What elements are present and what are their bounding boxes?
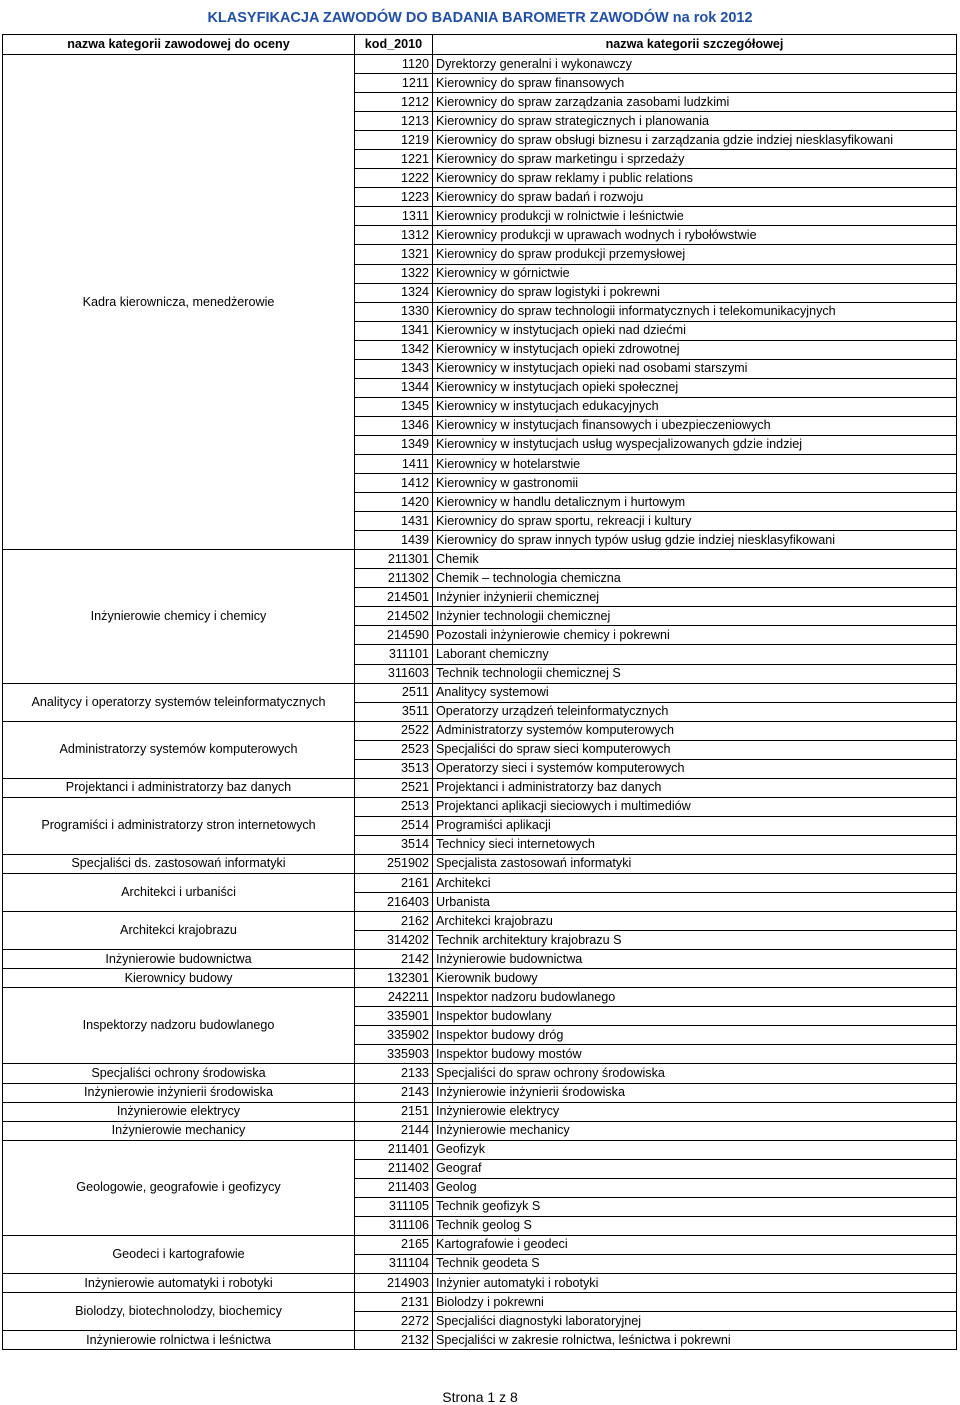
code-cell: 211402 bbox=[355, 1159, 433, 1178]
detail-name-cell: Kierownicy produkcji w rolnictwie i leśnictwie bbox=[433, 207, 957, 226]
code-cell: 1321 bbox=[355, 245, 433, 264]
code-cell: 1439 bbox=[355, 531, 433, 550]
code-cell: 314202 bbox=[355, 931, 433, 950]
detail-name-cell: Inspektor budowlany bbox=[433, 1007, 957, 1026]
code-cell: 1431 bbox=[355, 512, 433, 531]
table-row bbox=[3, 1293, 957, 1312]
detail-name-cell: Kierownicy do spraw sportu, rekreacji i kultury bbox=[433, 512, 957, 531]
detail-name-cell: Geofizyk bbox=[433, 1140, 957, 1159]
detail-name-cell: Inspektor budowy dróg bbox=[433, 1026, 957, 1045]
detail-name-cell: Technik architektury krajobrazu S bbox=[433, 931, 957, 950]
code-cell: 2523 bbox=[355, 740, 433, 759]
classification-table bbox=[2, 34, 957, 1350]
detail-name-cell: Dyrektorzy generalni i wykonawczy bbox=[433, 55, 957, 74]
detail-name-cell: Inspektor budowy mostów bbox=[433, 1045, 957, 1064]
column-header-detail: nazwa kategorii szczegółowej bbox=[433, 35, 957, 55]
detail-name-cell: Kierownicy do spraw technologii informatycznych i telekomunikacyjnych bbox=[433, 302, 957, 321]
code-cell: 1420 bbox=[355, 493, 433, 512]
detail-name-cell: Inżynierowie budownictwa bbox=[433, 950, 957, 969]
code-cell: 1222 bbox=[355, 169, 433, 188]
code-cell: 311105 bbox=[355, 1197, 433, 1216]
table-row bbox=[3, 950, 957, 969]
code-cell: 311106 bbox=[355, 1216, 433, 1235]
category-name-cell: Kadra kierownicza, menedżerowie bbox=[3, 55, 355, 550]
detail-name-cell: Chemik bbox=[433, 550, 957, 569]
table-row bbox=[3, 1064, 957, 1083]
code-cell: 3513 bbox=[355, 759, 433, 778]
code-cell: 1344 bbox=[355, 378, 433, 397]
code-cell: 1211 bbox=[355, 74, 433, 93]
detail-name-cell: Kierownicy do spraw innych typów usług gdzie indziej niesklasyfikowani bbox=[433, 531, 957, 550]
code-cell: 132301 bbox=[355, 969, 433, 988]
detail-name-cell: Architekci bbox=[433, 874, 957, 893]
table-body bbox=[3, 55, 957, 1350]
category-name-cell: Geodeci i kartografowie bbox=[3, 1235, 355, 1273]
detail-name-cell: Laborant chemiczny bbox=[433, 645, 957, 664]
detail-name-cell: Urbanista bbox=[433, 893, 957, 912]
code-cell: 2513 bbox=[355, 797, 433, 816]
code-cell: 311104 bbox=[355, 1254, 433, 1273]
category-name-cell: Analitycy i operatorzy systemów teleinformatycznych bbox=[3, 683, 355, 721]
detail-name-cell: Inżynier inżynierii chemicznej bbox=[433, 588, 957, 607]
detail-name-cell: Inżynierowie elektrycy bbox=[433, 1102, 957, 1121]
code-cell: 311603 bbox=[355, 664, 433, 683]
code-cell: 1349 bbox=[355, 435, 433, 454]
code-cell: 1221 bbox=[355, 150, 433, 169]
detail-name-cell: Kierownicy w instytucjach edukacyjnych bbox=[433, 397, 957, 416]
code-cell: 1212 bbox=[355, 93, 433, 112]
detail-name-cell: Geograf bbox=[433, 1159, 957, 1178]
code-cell: 2132 bbox=[355, 1331, 433, 1350]
detail-name-cell: Chemik – technologia chemiczna bbox=[433, 569, 957, 588]
code-cell: 211401 bbox=[355, 1140, 433, 1159]
code-cell: 1322 bbox=[355, 264, 433, 283]
detail-name-cell: Kierownicy produkcji w uprawach wodnych i rybołówstwie bbox=[433, 226, 957, 245]
code-cell: 211302 bbox=[355, 569, 433, 588]
detail-name-cell: Specjaliści do spraw sieci komputerowych bbox=[433, 740, 957, 759]
category-name-cell: Inżynierowie inżynierii środowiska bbox=[3, 1083, 355, 1102]
code-cell: 1341 bbox=[355, 321, 433, 340]
detail-name-cell: Projektanci aplikacji sieciowych i multimediów bbox=[433, 797, 957, 816]
category-name-cell: Administratorzy systemów komputerowych bbox=[3, 721, 355, 778]
page-number: Strona 1 z 8 bbox=[442, 1389, 518, 1405]
table-row bbox=[3, 1121, 957, 1140]
table-row bbox=[3, 854, 957, 873]
category-name-cell: Inżynierowie budownictwa bbox=[3, 950, 355, 969]
code-cell: 2165 bbox=[355, 1235, 433, 1254]
code-cell: 1312 bbox=[355, 226, 433, 245]
detail-name-cell: Kierownicy w instytucjach opieki nad osobami starszymi bbox=[433, 359, 957, 378]
code-cell: 2151 bbox=[355, 1102, 433, 1121]
table-row bbox=[3, 550, 957, 569]
table-row bbox=[3, 1140, 957, 1159]
code-cell: 3514 bbox=[355, 835, 433, 854]
detail-name-cell: Kierownicy do spraw badań i rozwoju bbox=[433, 188, 957, 207]
table-row bbox=[3, 1274, 957, 1293]
code-cell: 1411 bbox=[355, 454, 433, 473]
detail-name-cell: Kierownik budowy bbox=[433, 969, 957, 988]
table-row bbox=[3, 55, 957, 74]
detail-name-cell: Projektanci i administratorzy baz danych bbox=[433, 778, 957, 797]
detail-name-cell: Operatorzy sieci i systemów komputerowych bbox=[433, 759, 957, 778]
category-name-cell: Biolodzy, biotechnolodzy, biochemicy bbox=[3, 1293, 355, 1331]
detail-name-cell: Kierownicy do spraw logistyki i pokrewni bbox=[433, 283, 957, 302]
category-name-cell: Inspektorzy nadzoru budowlanego bbox=[3, 988, 355, 1064]
code-cell: 214590 bbox=[355, 626, 433, 645]
code-cell: 2143 bbox=[355, 1083, 433, 1102]
code-cell: 1346 bbox=[355, 416, 433, 435]
detail-name-cell: Inżynierowie inżynierii środowiska bbox=[433, 1083, 957, 1102]
table-row bbox=[3, 1102, 957, 1121]
detail-name-cell: Kierownicy do spraw zarządzania zasobami ludzkimi bbox=[433, 93, 957, 112]
table-row bbox=[3, 969, 957, 988]
code-cell: 1223 bbox=[355, 188, 433, 207]
code-cell: 3511 bbox=[355, 702, 433, 721]
code-cell: 335903 bbox=[355, 1045, 433, 1064]
detail-name-cell: Kartografowie i geodeci bbox=[433, 1235, 957, 1254]
page-title: KLASYFIKACJA ZAWODÓW DO BADANIA BAROMETR ZAWODÓW na rok 2012 bbox=[207, 10, 753, 26]
detail-name-cell: Kierownicy w instytucjach finansowych i ubezpieczeniowych bbox=[433, 416, 957, 435]
category-name-cell: Inżynierowie automatyki i robotyki bbox=[3, 1274, 355, 1293]
detail-name-cell: Programiści aplikacji bbox=[433, 816, 957, 835]
column-header-code: kod_2010 bbox=[355, 35, 433, 55]
detail-name-cell: Kierownicy w instytucjach opieki zdrowotnej bbox=[433, 340, 957, 359]
category-name-cell: Architekci krajobrazu bbox=[3, 912, 355, 950]
category-name-cell: Specjaliści ds. zastosowań informatyki bbox=[3, 854, 355, 873]
code-cell: 2162 bbox=[355, 912, 433, 931]
category-name-cell: Geologowie, geografowie i geofizycy bbox=[3, 1140, 355, 1235]
detail-name-cell: Kierownicy w instytucjach opieki nad dziećmi bbox=[433, 321, 957, 340]
category-name-cell: Inżynierowie rolnictwa i leśnictwa bbox=[3, 1331, 355, 1350]
code-cell: 214502 bbox=[355, 607, 433, 626]
detail-name-cell: Kierownicy w instytucjach opieki społecznej bbox=[433, 378, 957, 397]
code-cell: 1324 bbox=[355, 283, 433, 302]
code-cell: 2521 bbox=[355, 778, 433, 797]
detail-name-cell: Geolog bbox=[433, 1178, 957, 1197]
table-row bbox=[3, 1083, 957, 1102]
code-cell: 2514 bbox=[355, 816, 433, 835]
detail-name-cell: Operatorzy urządzeń teleinformatycznych bbox=[433, 702, 957, 721]
category-name-cell: Inżynierowie elektrycy bbox=[3, 1102, 355, 1121]
code-cell: 2522 bbox=[355, 721, 433, 740]
code-cell: 335901 bbox=[355, 1007, 433, 1026]
code-cell: 2161 bbox=[355, 874, 433, 893]
code-cell: 214501 bbox=[355, 588, 433, 607]
detail-name-cell: Technik technologii chemicznej S bbox=[433, 664, 957, 683]
detail-name-cell: Technik geodeta S bbox=[433, 1254, 957, 1273]
code-cell: 1412 bbox=[355, 474, 433, 493]
header-row bbox=[3, 35, 957, 55]
detail-name-cell: Pozostali inżynierowie chemicy i pokrewni bbox=[433, 626, 957, 645]
detail-name-cell: Kierownicy do spraw strategicznych i planowania bbox=[433, 112, 957, 131]
detail-name-cell: Specjaliści diagnostyki laboratoryjnej bbox=[433, 1312, 957, 1331]
table-row bbox=[3, 1331, 957, 1350]
detail-name-cell: Specjaliści do spraw ochrony środowiska bbox=[433, 1064, 957, 1083]
detail-name-cell: Inspektor nadzoru budowlanego bbox=[433, 988, 957, 1007]
code-cell: 1120 bbox=[355, 55, 433, 74]
detail-name-cell: Inżynier automatyki i robotyki bbox=[433, 1274, 957, 1293]
detail-name-cell: Kierownicy w górnictwie bbox=[433, 264, 957, 283]
column-header-category: nazwa kategorii zawodowej do oceny bbox=[3, 35, 355, 55]
category-name-cell: Architekci i urbaniści bbox=[3, 874, 355, 912]
code-cell: 1311 bbox=[355, 207, 433, 226]
category-name-cell: Projektanci i administratorzy baz danych bbox=[3, 778, 355, 797]
detail-name-cell: Kierownicy w instytucjach usług wyspecjalizowanych gdzie indziej bbox=[433, 435, 957, 454]
category-name-cell: Inżynierowie chemicy i chemicy bbox=[3, 550, 355, 683]
code-cell: 214903 bbox=[355, 1274, 433, 1293]
category-name-cell: Programiści i administratorzy stron internetowych bbox=[3, 797, 355, 854]
code-cell: 2131 bbox=[355, 1293, 433, 1312]
code-cell: 2142 bbox=[355, 950, 433, 969]
code-cell: 1343 bbox=[355, 359, 433, 378]
detail-name-cell: Kierownicy w gastronomii bbox=[433, 474, 957, 493]
detail-name-cell: Technicy sieci internetowych bbox=[433, 835, 957, 854]
code-cell: 335902 bbox=[355, 1026, 433, 1045]
table-row bbox=[3, 874, 957, 893]
detail-name-cell: Kierownicy do spraw reklamy i public relations bbox=[433, 169, 957, 188]
code-cell: 1342 bbox=[355, 340, 433, 359]
detail-name-cell: Technik geolog S bbox=[433, 1216, 957, 1235]
code-cell: 1330 bbox=[355, 302, 433, 321]
table-row bbox=[3, 797, 957, 816]
detail-name-cell: Kierownicy do spraw produkcji przemysłowej bbox=[433, 245, 957, 264]
code-cell: 242211 bbox=[355, 988, 433, 1007]
detail-name-cell: Administratorzy systemów komputerowych bbox=[433, 721, 957, 740]
detail-name-cell: Kierownicy w handlu detalicznym i hurtowym bbox=[433, 493, 957, 512]
detail-name-cell: Specjaliści w zakresie rolnictwa, leśnictwa i pokrewni bbox=[433, 1331, 957, 1350]
table-row bbox=[3, 778, 957, 797]
code-cell: 1345 bbox=[355, 397, 433, 416]
detail-name-cell: Kierownicy do spraw obsługi biznesu i zarządzania gdzie indziej niesklasyfikowani bbox=[433, 131, 957, 150]
category-name-cell: Specjaliści ochrony środowiska bbox=[3, 1064, 355, 1083]
code-cell: 2144 bbox=[355, 1121, 433, 1140]
code-cell: 2133 bbox=[355, 1064, 433, 1083]
detail-name-cell: Inżynierowie mechanicy bbox=[433, 1121, 957, 1140]
code-cell: 251902 bbox=[355, 854, 433, 873]
detail-name-cell: Biolodzy i pokrewni bbox=[433, 1293, 957, 1312]
detail-name-cell: Architekci krajobrazu bbox=[433, 912, 957, 931]
category-name-cell: Inżynierowie mechanicy bbox=[3, 1121, 355, 1140]
table-row bbox=[3, 988, 957, 1007]
code-cell: 211403 bbox=[355, 1178, 433, 1197]
code-cell: 1219 bbox=[355, 131, 433, 150]
detail-name-cell: Inżynier technologii chemicznej bbox=[433, 607, 957, 626]
detail-name-cell: Kierownicy do spraw marketingu i sprzedaży bbox=[433, 150, 957, 169]
code-cell: 211301 bbox=[355, 550, 433, 569]
table-row bbox=[3, 683, 957, 702]
code-cell: 2511 bbox=[355, 683, 433, 702]
code-cell: 1213 bbox=[355, 112, 433, 131]
detail-name-cell: Kierownicy do spraw finansowych bbox=[433, 74, 957, 93]
table-row bbox=[3, 1235, 957, 1254]
table-row bbox=[3, 912, 957, 931]
code-cell: 216403 bbox=[355, 893, 433, 912]
category-name-cell: Kierownicy budowy bbox=[3, 969, 355, 988]
detail-name-cell: Technik geofizyk S bbox=[433, 1197, 957, 1216]
table-row bbox=[3, 721, 957, 740]
code-cell: 2272 bbox=[355, 1312, 433, 1331]
detail-name-cell: Kierownicy w hotelarstwie bbox=[433, 454, 957, 473]
detail-name-cell: Specjalista zastosowań informatyki bbox=[433, 854, 957, 873]
code-cell: 311101 bbox=[355, 645, 433, 664]
detail-name-cell: Analitycy systemowi bbox=[433, 683, 957, 702]
